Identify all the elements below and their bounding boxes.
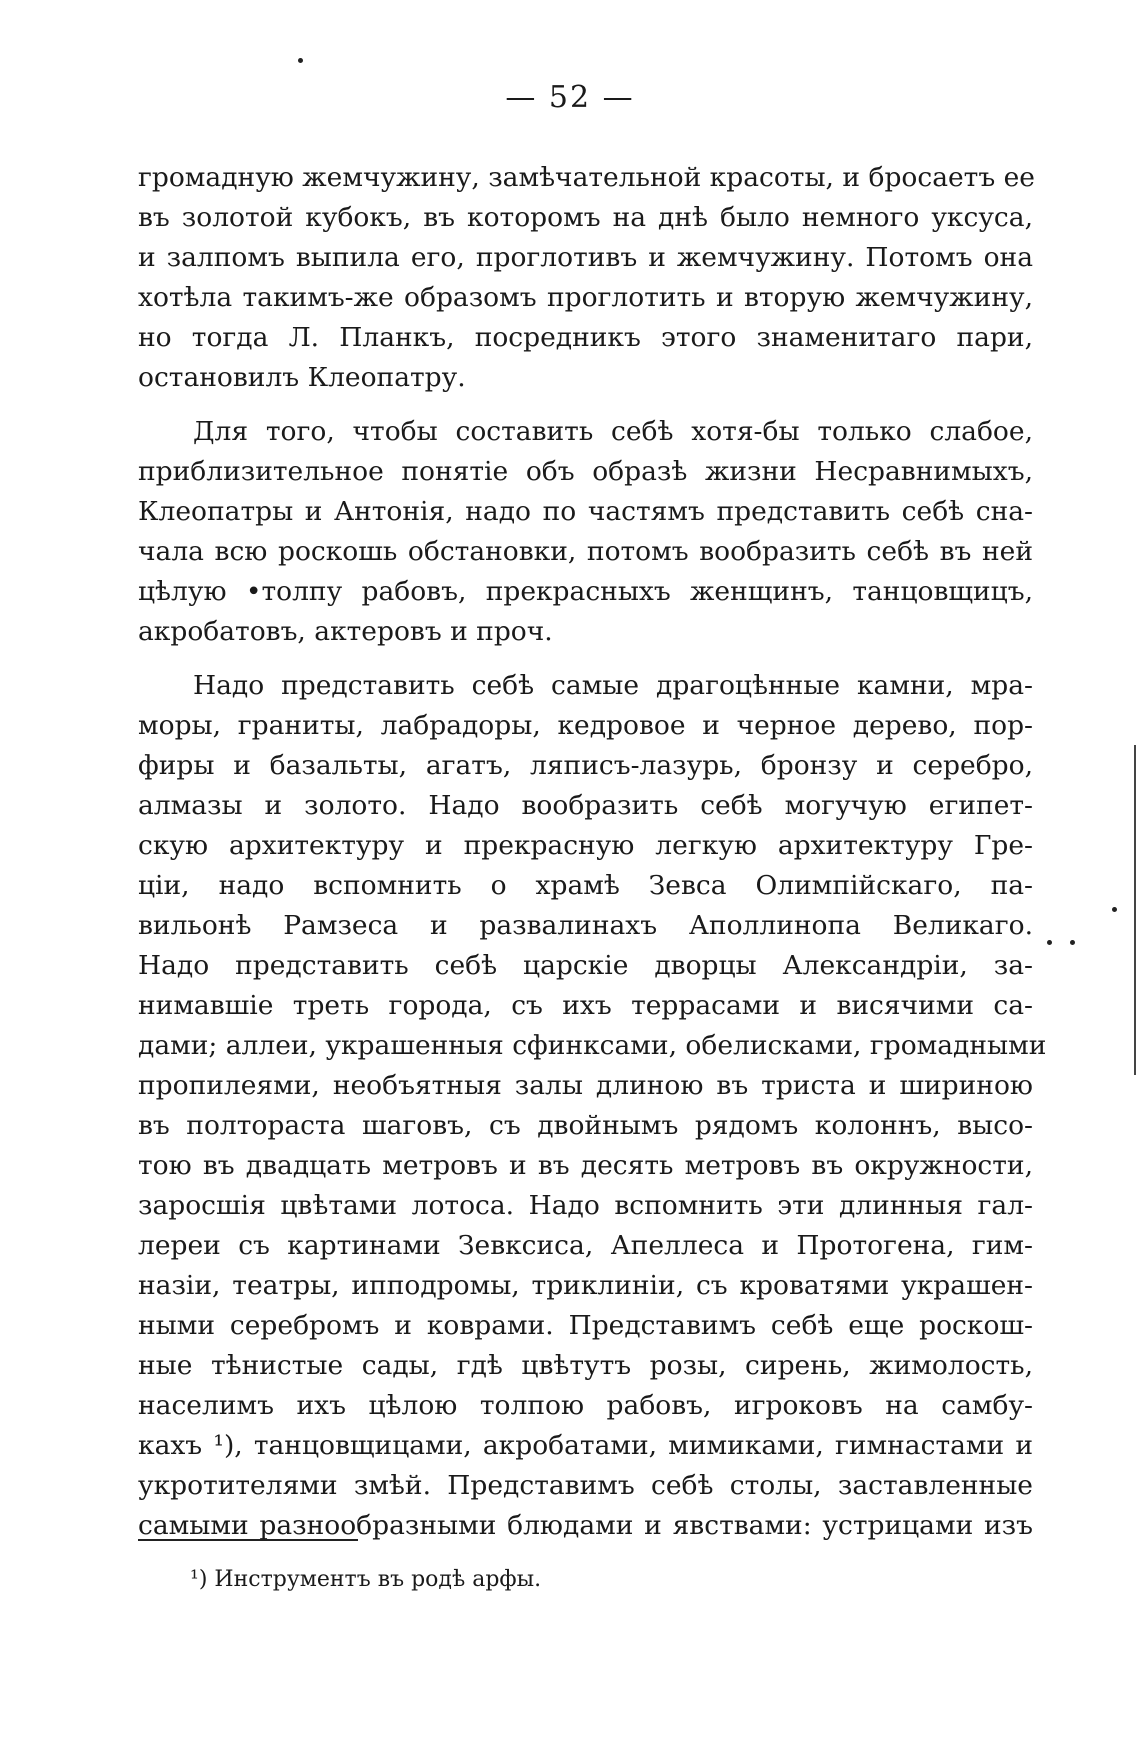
text-line: Надо представить себѣ самые драгоцѣнные камни, мра- <box>193 670 1033 701</box>
text-line: ные тѣнистые сады, гдѣ цвѣтутъ розы, сирень, жимолость, <box>138 1350 1033 1381</box>
text-line: лереи съ картинами Зевксиса, Апеллеса и Протогена, гим- <box>138 1230 1033 1261</box>
text-line: приблизительное понятіе объ образѣ жизни Несравнимыхъ, <box>138 456 1033 487</box>
text-line: въ золотой кубокъ, въ которомъ на днѣ было немного уксуса, <box>138 202 1033 233</box>
text-line: алмазы и золото. Надо вообразить себѣ могучую египет- <box>138 790 1033 821</box>
text-line: въ полтораста шаговъ, съ двойнымъ рядомъ колоннъ, высо- <box>138 1110 1033 1141</box>
text-line: заросшія цвѣтами лотоса. Надо вспомнить эти длинныя гал- <box>138 1190 1033 1221</box>
text-line: пропилеями, необъятныя залы длиною въ триста и шириною <box>138 1070 1033 1101</box>
page-edge-mark <box>1134 745 1136 1075</box>
body-text <box>138 158 1047 1546</box>
text-line: кахъ ¹), танцовщицами, акробатами, мимиками, гимнастами и <box>138 1430 1033 1461</box>
text-line: дами; аллеи, украшенныя сфинксами, обелисками, громадными <box>138 1030 1047 1061</box>
text-line: населимъ ихъ цѣлою толпою рабовъ, игроковъ на самбу- <box>138 1390 1033 1421</box>
text-line: хотѣла такимъ-же образомъ проглотить и вторую жемчужину, <box>138 282 1033 313</box>
text-line: назіи, театры, ипподромы, триклиніи, съ кроватями украшен- <box>138 1270 1033 1301</box>
text-line: Надо представить себѣ царскіе дворцы Александріи, за- <box>138 950 1033 981</box>
text-line: вильонѣ Рамзеса и развалинахъ Аполлинопа Великаго. <box>138 910 1033 941</box>
text-line: громадную жемчужину, замѣчательной красоты, и бросаетъ ее <box>138 162 1035 193</box>
print-speck <box>1047 940 1052 945</box>
text-line: акробатовъ, актеровъ и проч. <box>138 616 553 647</box>
text-line: фиры и базальты, агатъ, ляписъ-лазурь, бронзу и серебро, <box>138 750 1033 781</box>
text-line: цѣлую •толпу рабовъ, прекрасныхъ женщинъ, танцовщицъ, <box>138 576 1033 607</box>
footnote-divider <box>138 1539 358 1541</box>
text-line: укротителями змѣй. Представимъ себѣ столы, заставленные <box>138 1470 1033 1501</box>
text-line: нимавшіе треть города, съ ихъ террасами и висячими са- <box>138 990 1033 1021</box>
text-line: тою въ двадцать метровъ и въ десять метровъ въ окружности, <box>138 1150 1033 1181</box>
paragraph-gap <box>138 398 1033 412</box>
text-line: чала всю роскошь обстановки, потомъ вообразить себѣ въ ней <box>138 536 1033 567</box>
print-speck <box>1112 907 1117 912</box>
text-line: ными серебромъ и коврами. Представимъ себѣ еще роскош- <box>138 1310 1033 1341</box>
footnote: ¹) Инструментъ въ родѣ арфы. <box>190 1567 542 1592</box>
text-line: но тогда Л. Планкъ, посредникъ этого знаменитаго пари, <box>138 322 1033 353</box>
text-line: Для того, чтобы составить себѣ хотя-бы только слабое, <box>193 416 1033 447</box>
text-line: ціи, надо вспомнить о храмѣ Зевса Олимпійскаго, па- <box>138 870 1033 901</box>
print-speck <box>1070 940 1075 945</box>
text-line: и залпомъ выпила его, проглотивъ и жемчужину. Потомъ она <box>138 242 1033 273</box>
text-line: скую архитектуру и прекрасную легкую архитектуру Гре- <box>138 830 1033 861</box>
page-number: — 52 — <box>505 80 635 115</box>
print-speck <box>298 58 303 63</box>
text-line: самыми разнообразными блюдами и явствами: устрицами изъ <box>138 1510 1033 1541</box>
text-line: Клеопатры и Антонія, надо по частямъ представить себѣ сна- <box>138 496 1033 527</box>
text-line: остановилъ Клеопатру. <box>138 362 466 393</box>
paragraph-gap <box>138 652 1033 666</box>
text-line: моры, граниты, лабрадоры, кедровое и черное дерево, пор- <box>138 710 1033 741</box>
